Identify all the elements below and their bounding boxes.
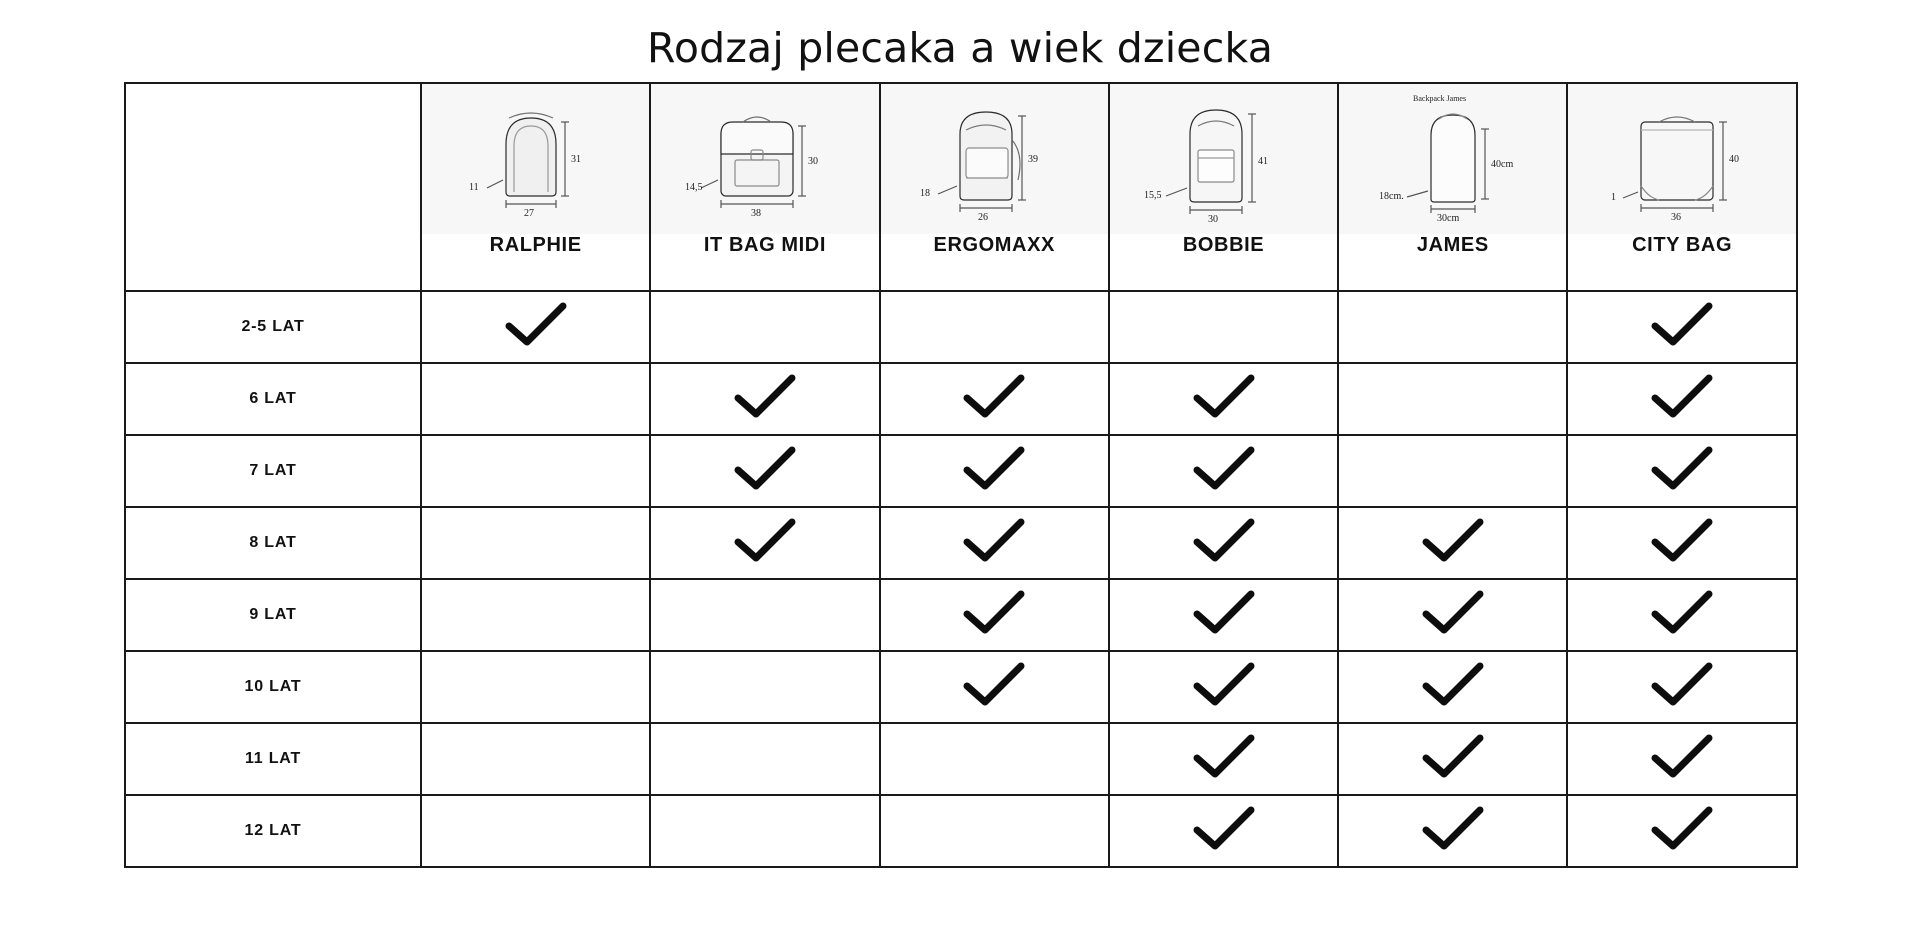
check-icon xyxy=(1651,446,1713,492)
cell-ralphie-6-lat xyxy=(421,363,650,435)
table-row xyxy=(125,723,1797,795)
row-label-age: 6 LAT xyxy=(125,363,421,435)
check-icon xyxy=(963,590,1025,636)
cell-city-bag-7-lat xyxy=(1567,435,1796,507)
dim-height-ralphie: 31 xyxy=(570,153,581,165)
cell-ergomaxx-10-lat xyxy=(880,651,1109,723)
table-row xyxy=(125,507,1797,579)
row-label-age: 10 LAT xyxy=(125,651,421,723)
dim-width-bobbie: 30 xyxy=(1207,213,1218,224)
dim-height-bobbie: 41 xyxy=(1257,155,1268,167)
check-icon xyxy=(1193,806,1255,852)
check-icon xyxy=(1651,518,1713,564)
row-label-age: 2-5 LAT xyxy=(125,291,421,363)
cell-ergomaxx-8-lat xyxy=(880,507,1109,579)
check-icon xyxy=(734,806,796,852)
backpack-itbagmidi-icon xyxy=(685,92,845,227)
check-icon xyxy=(1651,734,1713,780)
check-icon xyxy=(963,374,1025,420)
cell-it-bag-midi-12-lat xyxy=(650,795,879,867)
backpack-bobbie-icon xyxy=(1144,90,1304,229)
cell-it-bag-midi-9-lat xyxy=(650,579,879,651)
cell-it-bag-midi-7-lat xyxy=(650,435,879,507)
cell-ergomaxx-11-lat xyxy=(880,723,1109,795)
product-image-ralphie xyxy=(421,83,650,234)
table-row xyxy=(125,291,1797,363)
check-icon xyxy=(1422,302,1484,348)
cell-ralphie-8-lat xyxy=(421,507,650,579)
cell-city-bag-6-lat xyxy=(1567,363,1796,435)
check-icon xyxy=(734,662,796,708)
cell-it-bag-midi-2-5-lat xyxy=(650,291,879,363)
column-header-bobbie: BOBBIE xyxy=(1109,234,1338,291)
check-icon xyxy=(1422,734,1484,780)
product-image-ergomaxx xyxy=(880,83,1109,234)
check-icon xyxy=(1193,734,1255,780)
check-icon xyxy=(963,806,1025,852)
cell-ralphie-7-lat xyxy=(421,435,650,507)
check-icon xyxy=(505,302,567,348)
caption-james: Backpack James xyxy=(1412,93,1466,103)
dim-width-itbagmidi: 38 xyxy=(750,207,761,219)
column-header-james: JAMES xyxy=(1338,234,1567,291)
check-icon xyxy=(734,590,796,636)
cell-bobbie-7-lat xyxy=(1109,435,1338,507)
backpack-ergomaxx-icon xyxy=(914,90,1074,229)
cell-james-9-lat xyxy=(1338,579,1567,651)
table-row xyxy=(125,795,1797,867)
cell-ergomaxx-6-lat xyxy=(880,363,1109,435)
check-icon xyxy=(1193,374,1255,420)
cell-bobbie-8-lat xyxy=(1109,507,1338,579)
cell-james-6-lat xyxy=(1338,363,1567,435)
dim-depth-citybag: 1 xyxy=(1611,191,1617,203)
check-icon xyxy=(1651,374,1713,420)
table-corner-cell xyxy=(125,83,421,291)
cell-ergomaxx-2-5-lat xyxy=(880,291,1109,363)
product-image-bobbie xyxy=(1109,83,1338,234)
check-icon xyxy=(505,806,567,852)
column-header-ralphie: RALPHIE xyxy=(421,234,650,291)
dim-height-ergomaxx: 39 xyxy=(1028,153,1039,165)
cell-city-bag-2-5-lat xyxy=(1567,291,1796,363)
check-icon xyxy=(505,446,567,492)
page-title: Rodzaj plecaka a wiek dziecka xyxy=(646,24,1274,72)
column-header-it-bag-midi: IT BAG MIDI xyxy=(650,234,879,291)
check-icon xyxy=(1422,806,1484,852)
check-icon xyxy=(1422,374,1484,420)
check-icon xyxy=(505,518,567,564)
dim-width-ralphie: 27 xyxy=(523,207,534,219)
check-icon xyxy=(505,662,567,708)
row-label-age: 8 LAT xyxy=(125,507,421,579)
check-icon xyxy=(1422,446,1484,492)
cell-james-10-lat xyxy=(1338,651,1567,723)
cell-ralphie-9-lat xyxy=(421,579,650,651)
column-header-city-bag: CITY BAG xyxy=(1567,234,1796,291)
cell-city-bag-10-lat xyxy=(1567,651,1796,723)
cell-james-12-lat xyxy=(1338,795,1567,867)
table-row xyxy=(125,579,1797,651)
check-icon xyxy=(963,662,1025,708)
check-icon xyxy=(505,590,567,636)
check-icon xyxy=(505,374,567,420)
table-row xyxy=(125,651,1797,723)
cell-bobbie-11-lat xyxy=(1109,723,1338,795)
cell-ralphie-10-lat xyxy=(421,651,650,723)
check-icon xyxy=(1422,590,1484,636)
check-icon xyxy=(1651,590,1713,636)
dim-height-james: 40cm xyxy=(1490,158,1514,170)
check-icon xyxy=(1422,662,1484,708)
cell-james-11-lat xyxy=(1338,723,1567,795)
cell-bobbie-6-lat xyxy=(1109,363,1338,435)
check-icon xyxy=(1193,662,1255,708)
check-icon xyxy=(734,518,796,564)
dim-depth-itbagmidi: 14,5 xyxy=(684,181,703,193)
dim-depth-ergomaxx: 18 xyxy=(920,187,931,199)
comparison-table-wrapper xyxy=(124,82,1796,868)
column-header-ergomaxx: ERGOMAXX xyxy=(880,234,1109,291)
cell-city-bag-12-lat xyxy=(1567,795,1796,867)
check-icon xyxy=(1193,518,1255,564)
dim-height-itbagmidi: 30 xyxy=(807,155,818,167)
check-icon xyxy=(734,374,796,420)
row-label-age: 11 LAT xyxy=(125,723,421,795)
check-icon xyxy=(1651,302,1713,348)
product-image-row xyxy=(125,83,1797,234)
dim-depth-james: 18cm. xyxy=(1378,190,1404,202)
table-row xyxy=(125,435,1797,507)
check-icon xyxy=(963,446,1025,492)
check-icon xyxy=(1651,806,1713,852)
check-icon xyxy=(1193,590,1255,636)
dim-width-james: 30cm xyxy=(1436,212,1460,224)
dim-width-citybag: 36 xyxy=(1671,211,1682,223)
dim-height-citybag: 40 xyxy=(1729,153,1740,165)
check-icon xyxy=(734,446,796,492)
cell-ralphie-12-lat xyxy=(421,795,650,867)
backpack-ralphie-icon xyxy=(461,92,611,227)
cell-ergomaxx-7-lat xyxy=(880,435,1109,507)
cell-city-bag-9-lat xyxy=(1567,579,1796,651)
check-icon xyxy=(505,734,567,780)
cell-ralphie-2-5-lat xyxy=(421,291,650,363)
check-icon xyxy=(1193,446,1255,492)
cell-ergomaxx-9-lat xyxy=(880,579,1109,651)
cell-james-8-lat xyxy=(1338,507,1567,579)
product-image-it-bag-midi xyxy=(650,83,879,234)
backpack-james-icon xyxy=(1373,87,1533,232)
row-label-age: 9 LAT xyxy=(125,579,421,651)
cell-james-7-lat xyxy=(1338,435,1567,507)
cell-it-bag-midi-8-lat xyxy=(650,507,879,579)
cell-city-bag-11-lat xyxy=(1567,723,1796,795)
cell-city-bag-8-lat xyxy=(1567,507,1796,579)
check-icon xyxy=(963,302,1025,348)
cell-bobbie-12-lat xyxy=(1109,795,1338,867)
dim-depth-ralphie: 11 xyxy=(468,181,479,193)
check-icon xyxy=(1422,518,1484,564)
dim-depth-bobbie: 15,5 xyxy=(1143,189,1162,201)
check-icon xyxy=(1651,662,1713,708)
check-icon xyxy=(963,734,1025,780)
check-icon xyxy=(734,302,796,348)
cell-bobbie-9-lat xyxy=(1109,579,1338,651)
row-label-age: 7 LAT xyxy=(125,435,421,507)
cell-ergomaxx-12-lat xyxy=(880,795,1109,867)
cell-it-bag-midi-11-lat xyxy=(650,723,879,795)
cell-james-2-5-lat xyxy=(1338,291,1567,363)
dim-width-ergomaxx: 26 xyxy=(978,211,989,223)
cell-it-bag-midi-10-lat xyxy=(650,651,879,723)
check-icon xyxy=(963,518,1025,564)
cell-ralphie-11-lat xyxy=(421,723,650,795)
table-row xyxy=(125,363,1797,435)
product-image-james xyxy=(1338,83,1567,234)
backpack-citybag-icon xyxy=(1597,90,1767,229)
age-backpack-matrix xyxy=(124,82,1798,868)
cell-bobbie-2-5-lat xyxy=(1109,291,1338,363)
check-icon xyxy=(734,734,796,780)
cell-it-bag-midi-6-lat xyxy=(650,363,879,435)
product-image-city-bag xyxy=(1567,83,1796,234)
row-label-age: 12 LAT xyxy=(125,795,421,867)
cell-bobbie-10-lat xyxy=(1109,651,1338,723)
check-icon xyxy=(1193,302,1255,348)
